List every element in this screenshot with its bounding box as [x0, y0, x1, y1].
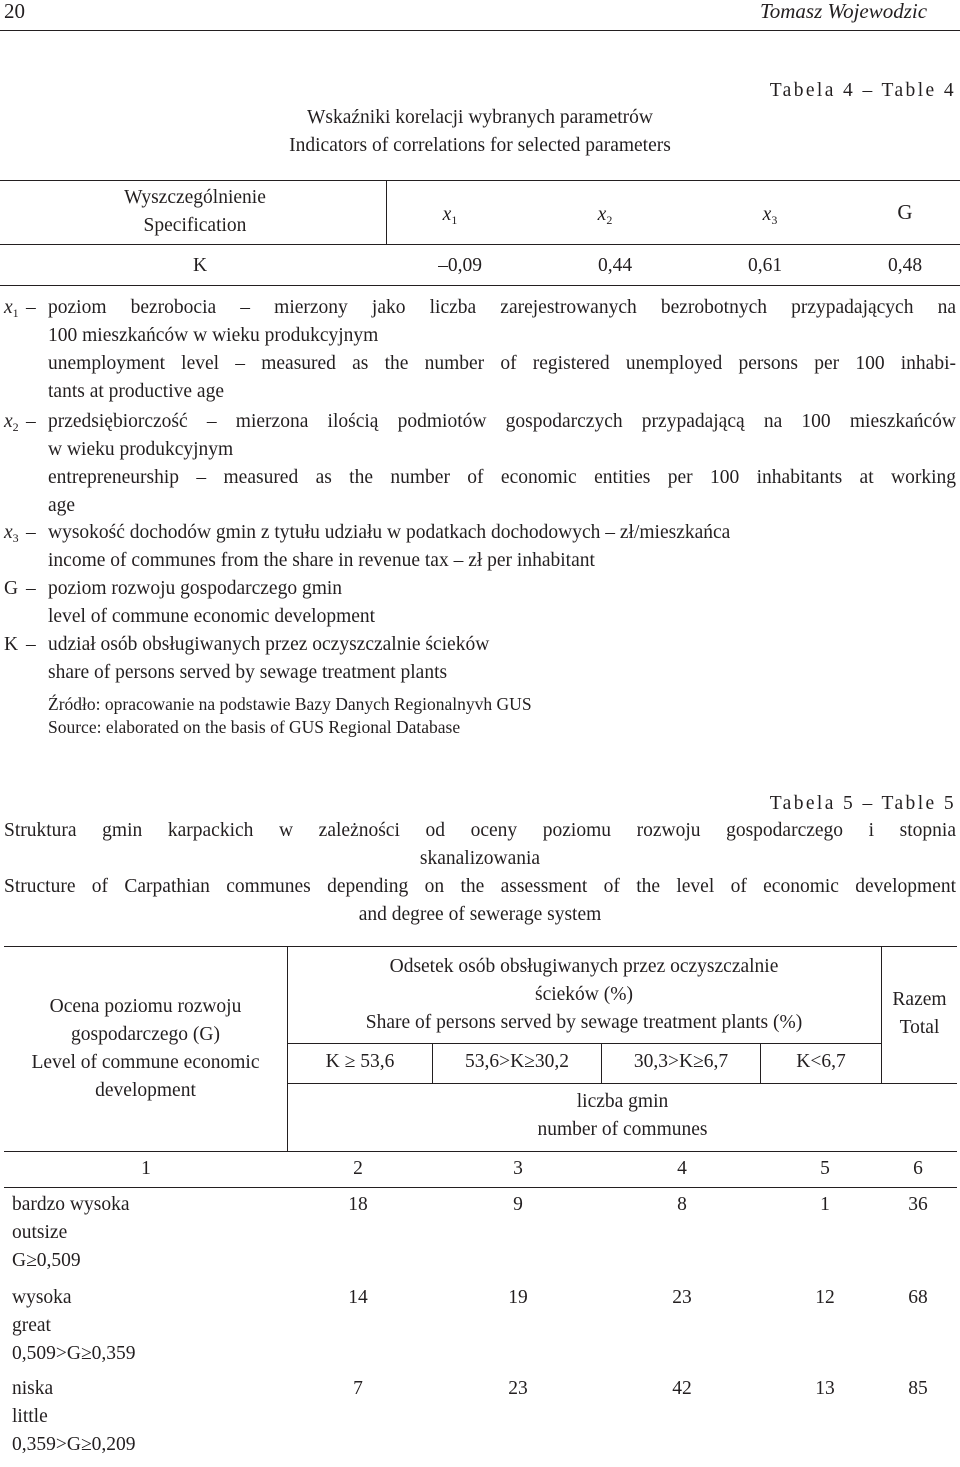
table5-head-bottom-rule [4, 1151, 957, 1152]
table5-cat-2: 53,6>K≥30,2 [464, 1051, 570, 1072]
legend-k-dash: – [26, 634, 36, 655]
table5-top-rule [4, 946, 957, 947]
table5-cell: 19 [508, 1287, 528, 1308]
table5-cell: 36 [908, 1194, 928, 1215]
legend-x2-line2: w wieku produkcyjnym [48, 439, 234, 460]
table5-head-assess-line1: Ocena poziomu rozwoju [49, 996, 242, 1017]
legend-x3-dash: – [26, 522, 36, 543]
table4-head-x2: $x_2$ [597, 204, 613, 227]
table4-head-rule [0, 244, 960, 245]
legend-x1-dash: – [26, 297, 36, 318]
table5-cat-4: K<6,7 [796, 1051, 846, 1072]
table5-cell: 68 [908, 1287, 928, 1308]
table5-cat-bottom-rule [288, 1083, 957, 1084]
table5-head-assess-line3: Level of commune economic [31, 1052, 260, 1073]
legend-k-line1: udział osób obsługiwanych przez oczyszczalnie ścieków [48, 634, 490, 655]
table4-head-x1: $x_1$ [442, 204, 458, 227]
table5-cell: 8 [677, 1194, 687, 1215]
legend-x1-symbol: $x_1$ [4, 297, 19, 320]
legend-g-symbol: G [4, 578, 19, 599]
table5-row-label: bardzo wysoka [12, 1194, 130, 1215]
table5-cell: 23 [508, 1378, 528, 1399]
table4-title-en: Indicators of correlations for selected parameters [289, 135, 671, 156]
table4-bottom-rule [0, 285, 960, 286]
table5-row-label: 0,359>G≥0,209 [12, 1434, 136, 1455]
table5-head-total-line2: Total [899, 1017, 940, 1038]
table4-source-en: Source: elaborated on the basis of GUS Regional Database [48, 717, 461, 737]
running-head-author: Tomasz Wojewodzic [760, 0, 928, 23]
table5-colnum: 2 [353, 1158, 363, 1179]
table5-cell: 12 [815, 1287, 835, 1308]
table4-title-pl: Wskaźniki korelacji wybranych parametrów [307, 107, 653, 128]
table4-cell-x1: –0,09 [438, 255, 482, 276]
table4-head-g: G [897, 200, 913, 224]
table5-row-label: 0,509>G≥0,359 [12, 1343, 136, 1364]
table4-row-label: K [192, 255, 208, 276]
table5-cell: 23 [672, 1287, 692, 1308]
table5-cat-3: 30,3>K≥6,7 [633, 1051, 729, 1072]
legend-x1-line3: unemployment level – measured as the number of registered unemployed persons per 100 inhabi- [48, 353, 956, 374]
table5-row-label: G≥0,509 [12, 1250, 81, 1271]
table5-colnum-rule [4, 1187, 957, 1188]
table4-label: Tabela 4 – Table 4 [769, 80, 956, 101]
table5-colnum: 6 [913, 1158, 923, 1179]
table5-head-share-line2: ścieków (%) [534, 984, 633, 1005]
legend-k-symbol: K [4, 634, 19, 655]
table4-top-rule [0, 180, 960, 181]
table5-colnum: 5 [820, 1158, 830, 1179]
table5-cell: 14 [348, 1287, 368, 1308]
table5-cell: 13 [815, 1378, 835, 1399]
page-number: 20 [4, 0, 25, 23]
table5-title-pl-line1: Struktura gmin karpackich w zależności od oceny poziomu rozwoju gospodarczego i stopnia [4, 820, 956, 841]
table4-source-pl: Źródło: opracowanie na podstawie Bazy Danych Regionalnyvh GUS [48, 694, 532, 714]
table5-colnum: 3 [513, 1158, 523, 1179]
table5-label: Tabela 5 – Table 5 [769, 793, 956, 814]
table5-row-label: little [12, 1406, 48, 1427]
table4-cell-x2: 0,44 [597, 255, 633, 276]
table5-row-label: outsize [12, 1222, 68, 1243]
legend-g-line1: poziom rozwoju gospodarczego gmin [48, 578, 343, 599]
table5-cell: 9 [513, 1194, 523, 1215]
table4-col-divider [386, 180, 387, 244]
table5-colnum: 4 [677, 1158, 687, 1179]
legend-x2-line1: przedsiębiorczość – mierzona ilością podmiotów gospodarczych przypadającą na 100 mieszkańców [48, 411, 956, 432]
table4-cell-g: 0,48 [887, 255, 923, 276]
table5-cat-top-rule [288, 1043, 881, 1044]
table5-title-en-line1: Structure of Carpathian communes depending on the assessment of the level of economic development [4, 876, 956, 897]
table5-colnum: 1 [141, 1158, 151, 1179]
table5-head-assess-line2: gospodarczego (G) [71, 1024, 220, 1045]
table5-row-label: wysoka [12, 1287, 72, 1308]
table5-cat-1: K ≥ 53,6 [325, 1051, 395, 1072]
legend-x1-line4: tants at productive age [48, 381, 224, 402]
table4-cell-x3: 0,61 [747, 255, 783, 276]
legend-g-dash: – [26, 578, 36, 599]
table5-head-count-line1: liczba gmin [576, 1091, 669, 1112]
table5-head-total-line1: Razem [892, 989, 947, 1010]
table5-head-share-line1: Odsetek osób obsługiwanych przez oczyszczalnie [389, 956, 779, 977]
legend-x1-line2: 100 mieszkańców w wieku produkcyjnym [48, 325, 379, 346]
header-rule [0, 30, 960, 31]
legend-x2-line3: entrepreneurship – measured as the number of economic entities per 100 inhabitants at working [48, 467, 956, 488]
table5-cell: 18 [348, 1194, 368, 1215]
table5-cell: 1 [820, 1194, 830, 1215]
table5-title-en-line2: and degree of sewerage system [358, 904, 602, 925]
table5-cell: 85 [908, 1378, 928, 1399]
table5-cell: 42 [672, 1378, 692, 1399]
table5-title-pl-line2: skanalizowania [419, 848, 541, 869]
legend-x3-symbol: $x_3$ [4, 522, 19, 545]
table4-head-x3: $x_3$ [762, 204, 778, 227]
table5-head-count-line2: number of communes [537, 1119, 708, 1140]
legend-x2-line4: age [48, 495, 76, 516]
table5-row-label: great [12, 1315, 51, 1336]
table5-head-assess-line4: development [95, 1080, 196, 1101]
legend-x3-line2: income of communes from the share in revenue tax – zł per inhabitant [48, 550, 595, 571]
legend-x2-symbol: $x_2$ [4, 411, 19, 434]
legend-x1-line1: poziom bezrobocia – mierzony jako liczba zarejestrowanych bezrobotnych przypadających na [48, 297, 956, 318]
legend-k-line2: share of persons served by sewage treatment plants [48, 662, 448, 683]
table4-head-spec-pl: Wyszczególnienie [124, 187, 266, 208]
table5-cell: 7 [353, 1378, 363, 1399]
table5-row-label: niska [12, 1378, 54, 1399]
legend-x2-dash: – [26, 411, 36, 432]
legend-x3-line1: wysokość dochodów gmin z tytułu udziału w podatkach dochodowych – zł/mieszkańca [48, 522, 731, 543]
table4-head-spec-en: Specification [143, 215, 247, 236]
legend-g-line2: level of commune economic development [48, 606, 376, 627]
table5-head-share-line3: Share of persons served by sewage treatment plants (%) [365, 1012, 803, 1033]
